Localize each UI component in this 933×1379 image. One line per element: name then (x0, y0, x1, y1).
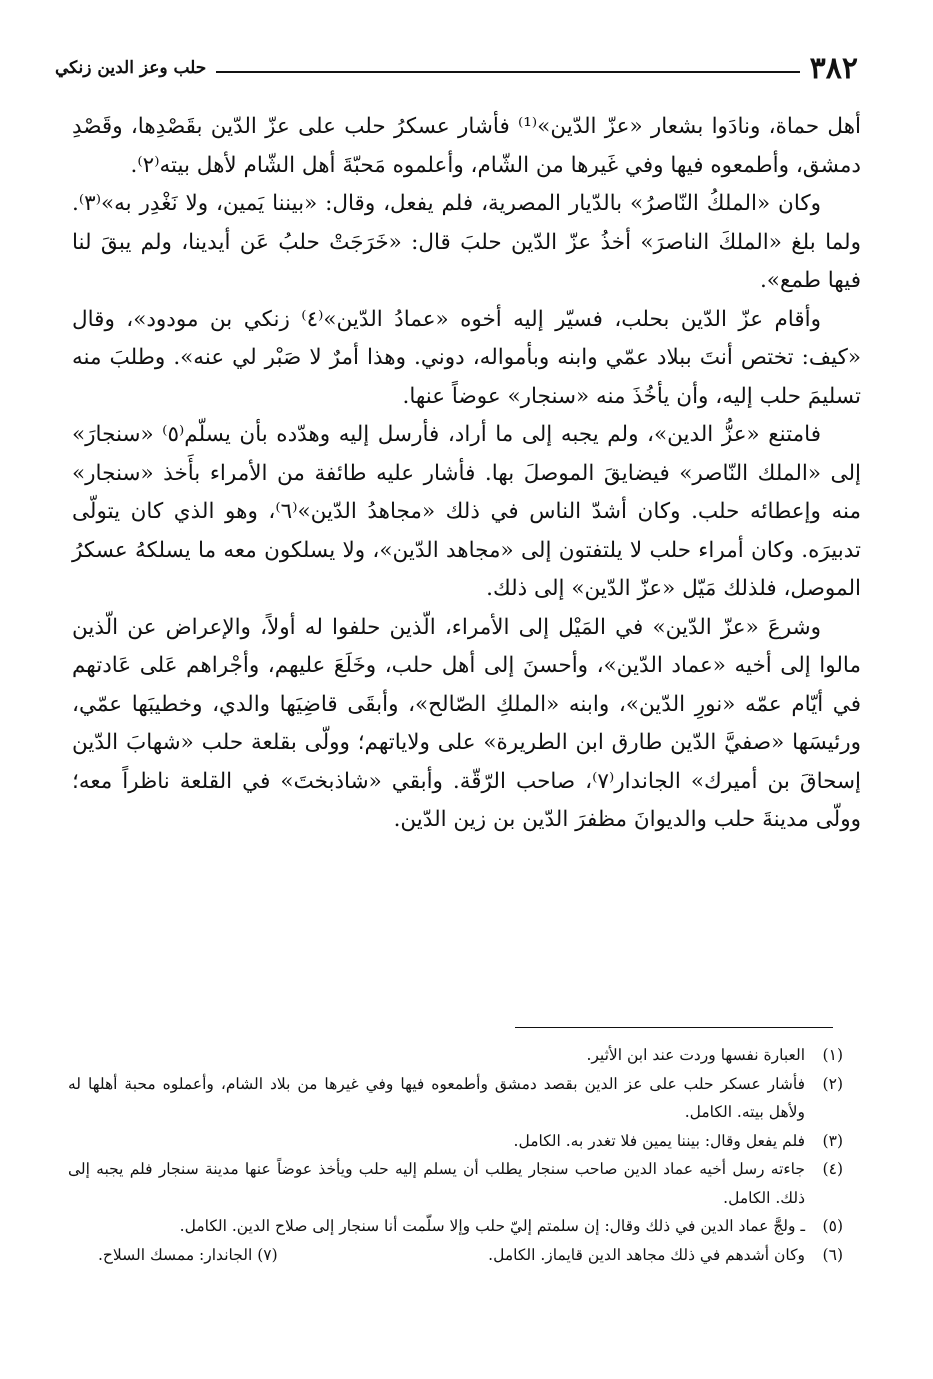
footnotes (68, 1041, 843, 1269)
footnote (68, 1155, 843, 1212)
paragraph: فامتنع «عزُّ الدين»، ولم يجبه إلى ما أراد، فأرسل إليه وهدّده بأن يسلّم⁽٥⁾ «سنجارَ» إلى «الملك النّاصر» فيضايقَ الموصلَ بها. فأشار عليه طائفة من الأمراء بأَخذ «سنجار» منه وإعطائه حلب. وكان أشدّ الناس في ذلك «مجاهدُ الدّين»⁽٦⁾، وهو الذي كان يتولّى تدبيرَه. وكان أمراء حلب لا يلتفتون إلى «مجاهد الدّين»، ولا يسلكون معه ما يسلكهُ عسكرُ الموصل، فلذلك مَيّل «عزّ الدّين» إلى ذلك. (72, 422, 861, 601)
paragraph: أهل حماة، ونادَوا بشعار «عزّ الدّين»⁽¹⁾ فأشار عسكرُ حلب على عزّ الدّين بقَصْدِها، وقَصْدِ دمشق، وأطمعوه فيها وفي غَيرها من الشّام، وأعلموه مَحبّةَ أهل الشّام لأهل بيته⁽٢⁾. (72, 114, 861, 178)
running-title: حلب وعز الدين زنكي (55, 58, 207, 78)
page-number: ٣٨٢ (809, 50, 858, 86)
footnote-text: ـ ولجَّ عماد الدين في ذلك وقال: إن سلمتم إليّ حلب وإلا سلّمت أنا سنجار إلى صلاح الدين. الكامل. (179, 1217, 805, 1235)
footnote-text: فأشار عسكر حلب على عز الدين بقصد دمشق وأطمعوه فيها وفي غيرها من بلاد الشام، وأعملوه محبة أهلها له ولأهل بيته. الكامل. (68, 1074, 805, 1121)
footnote-text: العبارة نفسها وردت عند ابن الأثير. (586, 1046, 805, 1064)
paragraph: وشرعَ «عزّ الدّين» في المَيْل إلى الأمراء، الّذين حلفوا له أولاً، والإعراض عن الّذين مالوا إلى أخيه «عماد الدّين»، وأحسنَ إلى أهل حلب، وخَلَعَ عليهم، وأجْراهم عَلى عَادتهم في أيّام عمّه «نورِ الدّين»، وابنه «الملكِ الصّالح»، وأبقَى قاضِيَها والدي، وخطيبَها عمّي، ورئيسَها «صفيَّ الدّين طارق ابن الطريرة» على ولاياتهم؛ وولّى بقلعة حلب «شهابَ الدّين إسحاقَ بن أميرك» الجاندار⁽٧⁾، صاحب الرّقّة. وأبقي «شاذبختَ» في القلعة ناظراً معه؛ وولّى مدينةَ حلب والديوانَ مظفرَ الدّين بن زين الدّين. (72, 614, 861, 832)
footnote-text: جاءته رسل أخيه عماد الدين صاحب سنجار يطلب أن يسلم إليه حلب ويأخذ عوضاً عنها مدينة سنجار فلم يجبه إلى ذلك. الكامل. (68, 1160, 805, 1207)
header-rule (216, 71, 799, 73)
footnote-separator (515, 1027, 833, 1028)
footnote-number: (٣) (822, 1131, 843, 1150)
footnote-text: وكان أشدهم في ذلك مجاهد الدين قايماز. الكامل. (488, 1245, 805, 1264)
paragraph: وكان «الملكُ النّاصرُ» بالدّيار المصرية، فلم يفعل، وقال: «بيننا يَمين، ولا نَغْدِر به»⁽٣⁾. ولما بلغ «الملكَ الناصرَ» أخذُ عزّ الدّين حلبَ قال: «خَرَجَتْ حلبُ عَن أيدينا، ولم يبقَ لنا فيها طمع». (72, 191, 861, 293)
footnote-text: الجاندار: ممسك السلاح. (98, 1245, 253, 1264)
main-text (72, 108, 861, 840)
footnote-number: (٦) (822, 1245, 843, 1264)
footnote (68, 1127, 843, 1156)
footnote (68, 1241, 278, 1270)
footnote-number: (١) (822, 1046, 843, 1064)
footnote (68, 1212, 843, 1241)
paragraph: وأقام عزّ الدّين بحلب، فسيّر إليه أخوه «عمادُ الدّين»⁽٤⁾ زنكي بن مودود»، وقال «كيف: تختص أنتَ ببلاد عمّي وابنه وبأمواله، دوني. وهذا أمرٌ لا صَبْر لي عنه». وطلبَ منه تسليمَ حلب إليه، وأن يأخُذَ منه «سنجار» عوضاً عنها. (72, 306, 861, 409)
footnote (68, 1070, 843, 1127)
footnote-number: (٢) (822, 1074, 843, 1093)
footnote-number: (٧) (257, 1245, 278, 1264)
footnote-number: (٤) (822, 1160, 843, 1178)
page-header (55, 48, 858, 88)
footnote (68, 1041, 843, 1070)
footnote (278, 1241, 843, 1270)
footnote-row (68, 1241, 843, 1270)
footnote-text: فلم يفعل وقال: بيننا يمين فلا تغدر به. الكامل. (513, 1131, 805, 1150)
footnote-number: (٥) (822, 1217, 843, 1235)
